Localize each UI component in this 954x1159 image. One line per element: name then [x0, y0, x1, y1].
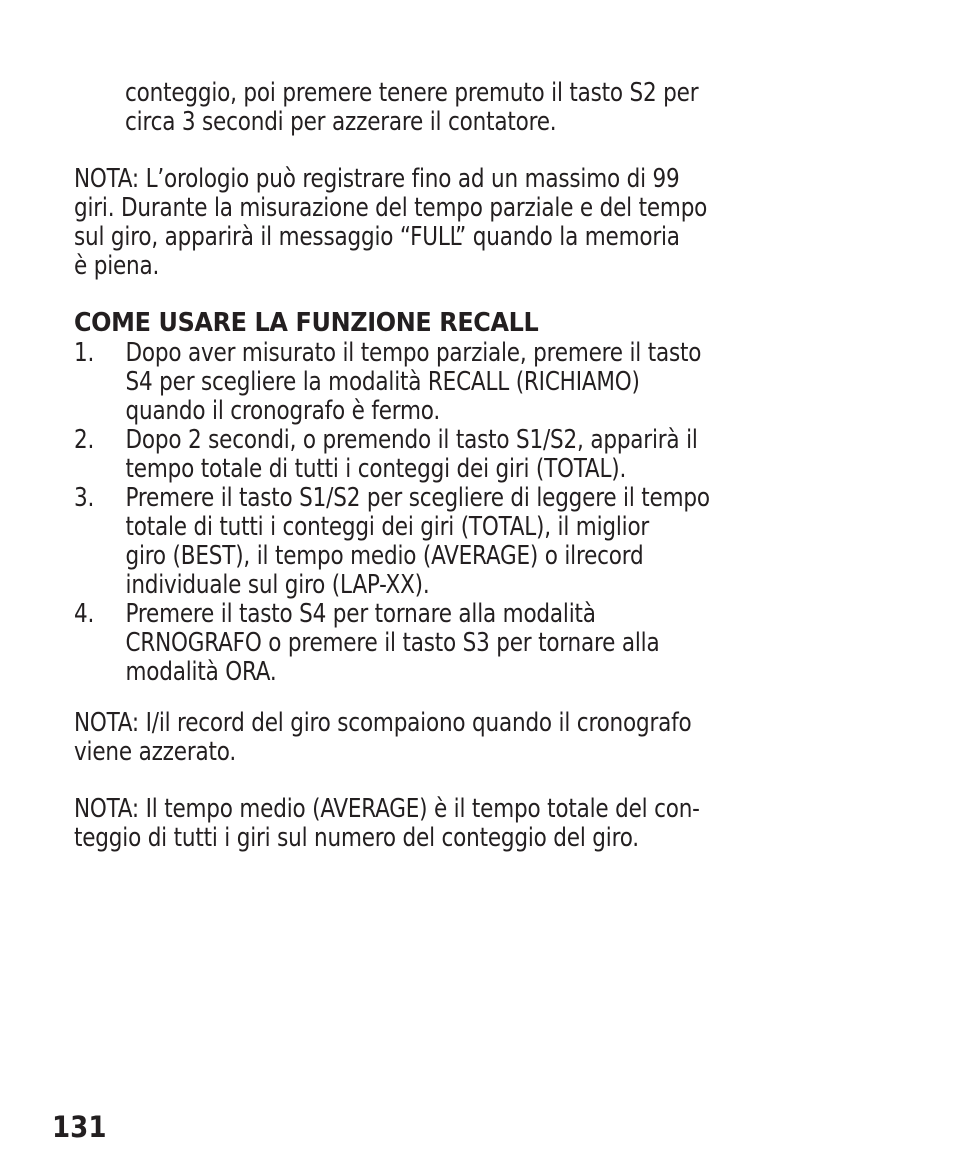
step-number: 2. [74, 425, 95, 455]
step-line: Premere il tasto S1/S2 per scegliere di leggere il tempo [125, 483, 710, 513]
step-text [126, 426, 710, 484]
step-line: giro (BEST), il tempo medio (AVERAGE) o ilrecord [125, 541, 644, 571]
note-average-time [74, 795, 700, 853]
note-line: sul giro, apparirà il messaggio “FULL” quando la memoria [74, 222, 680, 252]
step-line: CRNOGRAFO o premere il tasto S3 per tornare alla [125, 628, 660, 658]
step-text [126, 484, 710, 600]
note-line: è piena. [74, 251, 160, 281]
note-line: NOTA: L’orologio può registrare fino ad un massimo di 99 [74, 164, 680, 194]
step-text [126, 600, 710, 687]
continuation-paragraph [125, 79, 698, 137]
note-memory-full [74, 165, 707, 281]
step-line: quando il cronografo è fermo. [125, 396, 441, 426]
note-record-reset [74, 709, 692, 767]
step-text [126, 339, 710, 426]
step-item [74, 600, 710, 687]
steps-list [74, 339, 710, 687]
step-number: 3. [74, 483, 95, 513]
step-line: tempo totale di tutti i conteggi dei giri (TOTAL). [125, 454, 627, 484]
note-line: giri. Durante la misurazione del tempo parziale e del tempo [74, 193, 708, 223]
step-item [74, 484, 710, 600]
continuation-line: conteggio, poi premere tenere premuto il tasto S2 per [125, 78, 699, 108]
step-line: Premere il tasto S4 per tornare alla modalità [125, 599, 596, 629]
note-line: teggio di tutti i giri sul numero del conteggio del giro. [74, 823, 639, 853]
section-heading: COME USARE LA FUNZIONE RECALL [74, 308, 539, 338]
step-line: Dopo aver misurato il tempo parziale, premere il tasto [125, 338, 702, 368]
step-line: individuale sul giro (LAP-XX). [125, 570, 430, 600]
continuation-line: circa 3 secondi per azzerare il contatore. [125, 107, 557, 137]
page-number: 131 [52, 1110, 107, 1144]
step-line: totale di tutti i conteggi dei giri (TOTAL), il miglior [125, 512, 650, 542]
step-number: 4. [74, 599, 95, 629]
step-line: modalità ORA. [125, 657, 277, 687]
step-item [74, 426, 710, 484]
step-item [74, 339, 710, 426]
note-line: NOTA: Il tempo medio (AVERAGE) è il tempo totale del con- [74, 794, 700, 824]
step-line: S4 per scegliere la modalità RECALL (RICHIAMO) [125, 367, 640, 397]
note-line: viene azzerato. [74, 737, 236, 767]
note-line: NOTA: I/il record del giro scompaiono quando il cronografo [74, 708, 692, 738]
step-line: Dopo 2 secondi, o premendo il tasto S1/S2, apparirà il [125, 425, 698, 455]
step-number: 1. [74, 338, 95, 368]
